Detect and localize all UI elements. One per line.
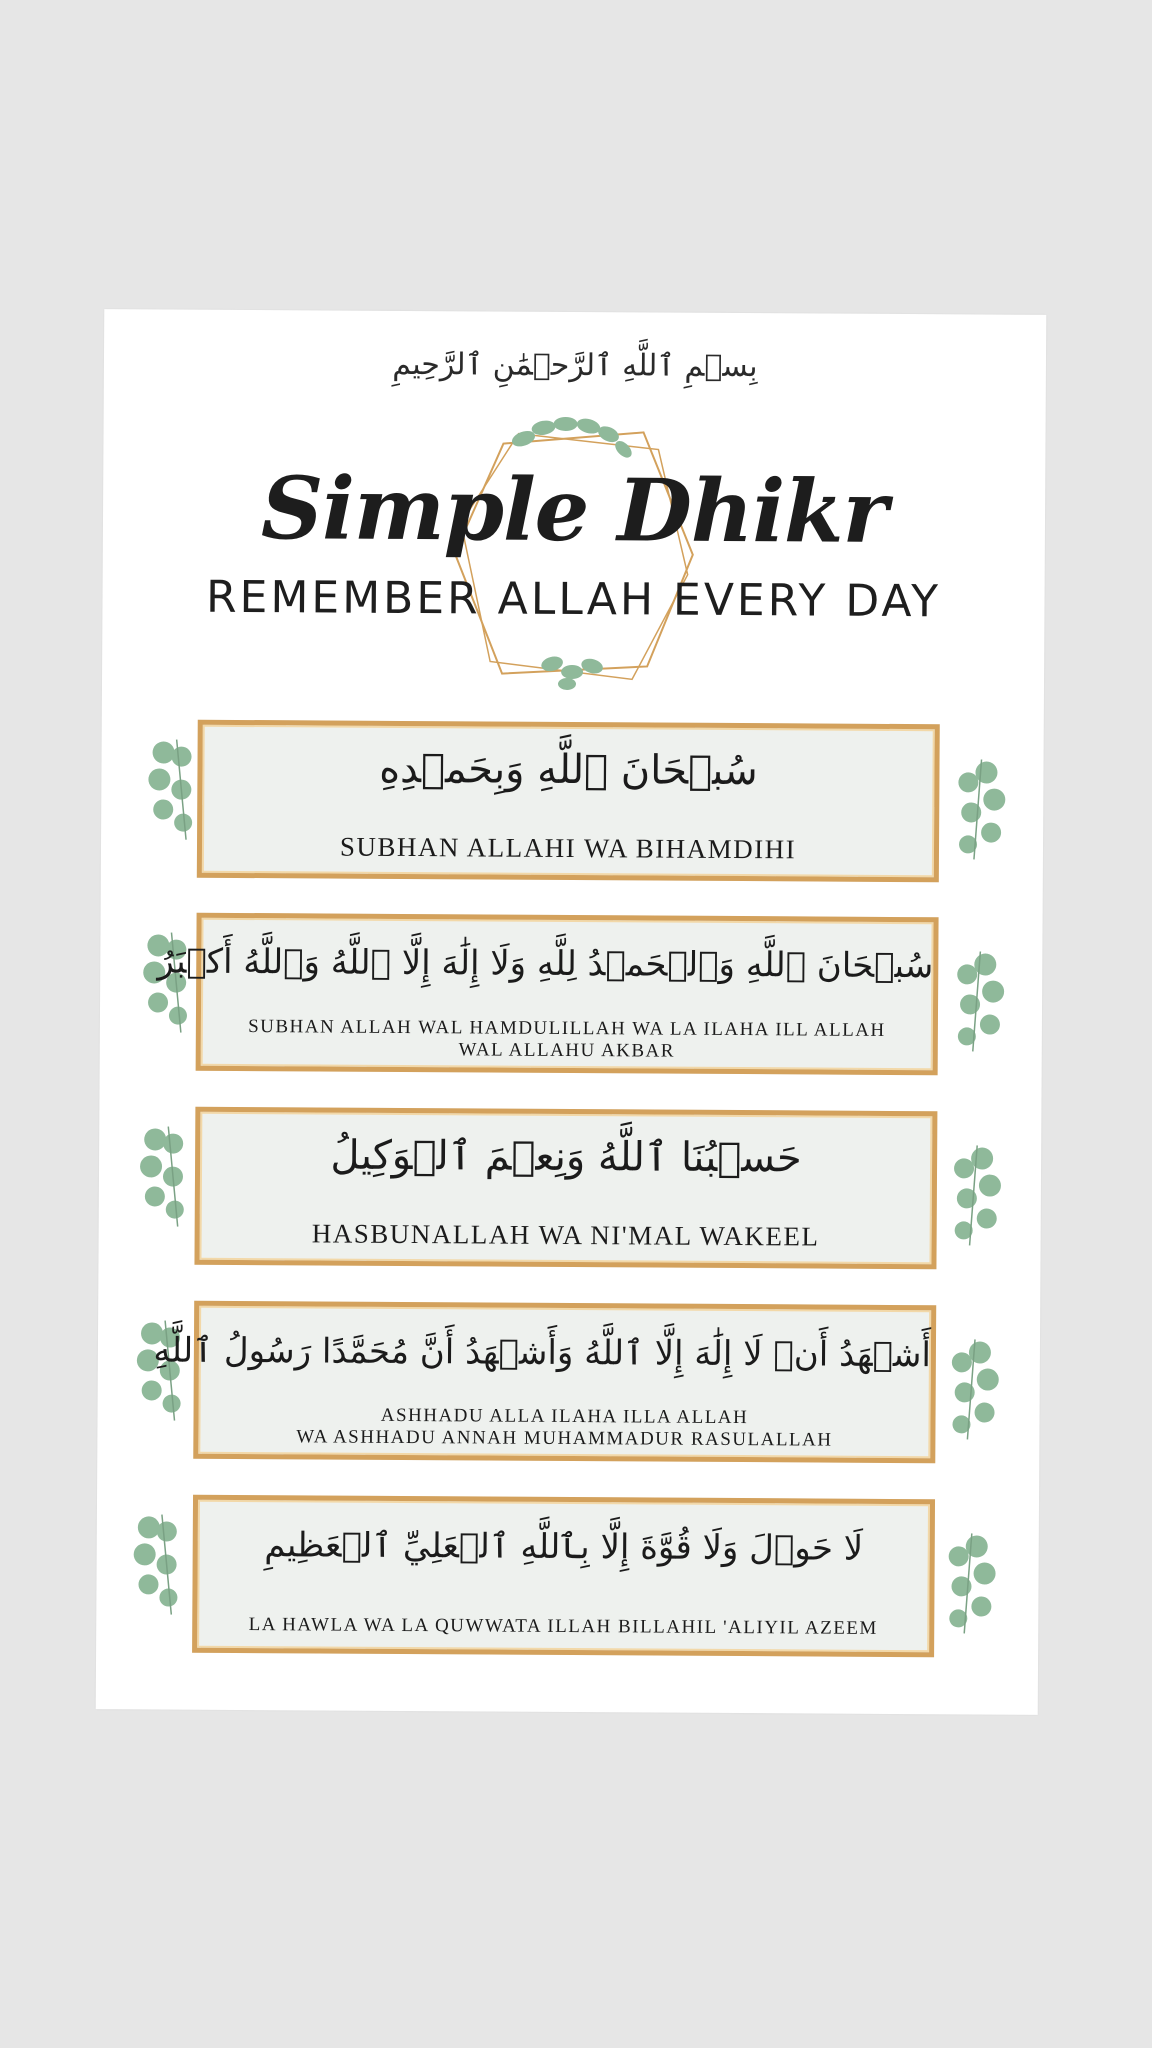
eucalyptus-leaf-icon [946, 754, 1017, 864]
poster-title: Simple Dhikr [260, 458, 888, 563]
dhikr-transliteration [198, 1404, 930, 1452]
dhikr-card-5 [192, 1495, 935, 1658]
eucalyptus-leaf-icon [126, 1509, 197, 1619]
dhikr-arabic: سُبۡحَانَ ٱللَّهِ وَٱلۡحَمۡدُ لِلَّهِ وَلَا إِلَٰهَ إِلَّا ٱللَّهُ وَٱللَّهُ أَكۡبَرُ [157, 941, 934, 987]
transliteration-line-2: WAL ALLAHU AKBAR [458, 1039, 676, 1062]
eucalyptus-leaf-icon [942, 1140, 1013, 1250]
dhikr-transliteration [201, 1016, 933, 1064]
dhikr-card-3 [194, 1107, 937, 1270]
dhikr-poster [96, 309, 1047, 1715]
transliteration-line-2: WA ASHHADU ANNAH MUHAMMADUR RASULALLAH [296, 1426, 833, 1451]
eucalyptus-leaf-icon [936, 1528, 1007, 1638]
transliteration-line-1: SUBHAN ALLAH WAL HAMDULILLAH WA LA ILAHA ILL ALLAH [248, 1016, 886, 1041]
eucalyptus-leaf-icon [939, 1334, 1010, 1444]
dhikr-card-4 [153, 1301, 936, 1464]
transliteration-line-1: ASHHADU ALLA ILAHA ILLA ALLAH [380, 1404, 749, 1429]
bismillah-text: بِسۡمِ ٱللَّهِ ٱلرَّحۡمَٰنِ ٱلرَّحِيمِ [392, 346, 758, 385]
poster-subtitle: REMEMBER ALLAH EVERY DAY [205, 571, 942, 628]
dhikr-transliteration: SUBHAN ALLAHI WA BIHAMDIHI [339, 831, 797, 865]
dhikr-card-2 [157, 913, 939, 1076]
dhikr-arabic: لَا حَوۡلَ وَلَا قُوَّةَ إِلَّا بِٱللَّهِ ٱلۡعَلِيِّ ٱلۡعَظِيمِ [264, 1525, 864, 1569]
eucalyptus-leaf-icon [945, 946, 1016, 1056]
dhikr-card-1 [197, 720, 940, 883]
dhikr-arabic: حَسۡبُنَا ٱللَّهُ وَنِعۡمَ ٱلۡوَكِيلُ [330, 1132, 802, 1182]
dhikr-transliteration: LA HAWLA WA LA QUWWATA ILLAH BILLAHIL 'ALIYIL AZEEM [248, 1614, 878, 1639]
dhikr-transliteration: HASBUNALLAH WA NI'MAL WAKEEL [311, 1218, 820, 1252]
dhikr-arabic: سُبۡحَانَ ٱللَّهِ وَبِحَمۡدِهِ [379, 745, 758, 795]
eucalyptus-leaf-icon [133, 1121, 204, 1231]
dhikr-arabic: أَشۡهَدُ أَنۡ لَا إِلَٰهَ إِلَّا ٱللَّهُ وَأَشۡهَدُ أَنَّ مُحَمَّدًا رَسُولُ ٱللَّهِ [153, 1330, 932, 1376]
